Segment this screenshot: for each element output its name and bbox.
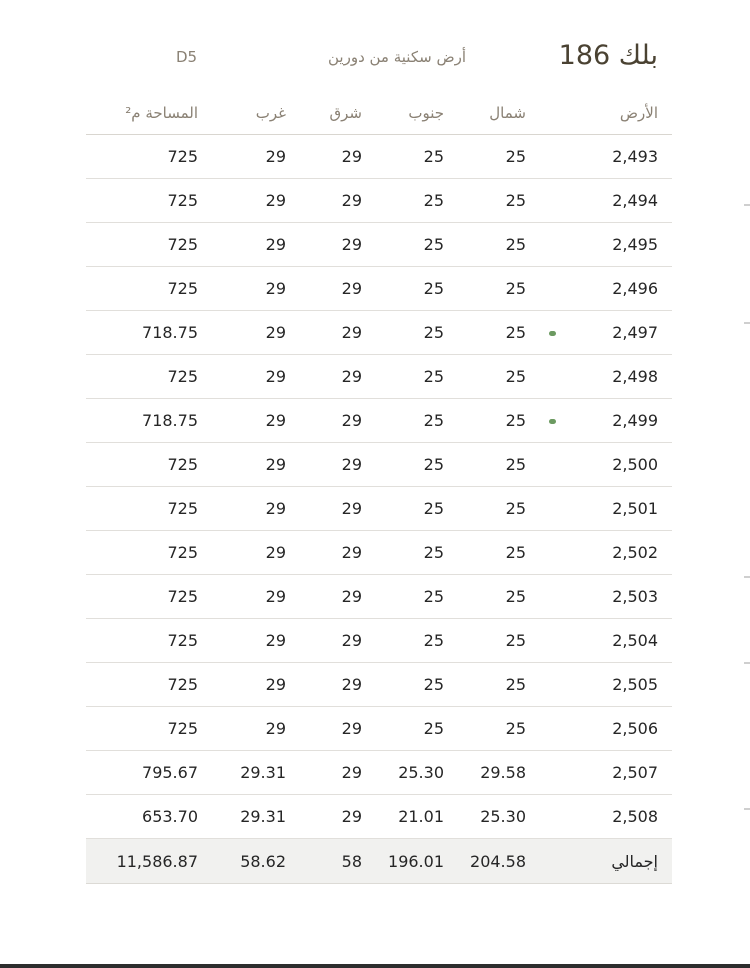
bottom-edge-bar [0,964,750,968]
cell-north: 25 [450,443,532,487]
edge-mark [744,204,750,206]
cell-status [532,311,572,355]
cell-status [532,707,572,751]
cell-status [532,267,572,311]
cell-east: 29 [286,311,368,355]
edge-mark [744,576,750,578]
cell-west: 29 [198,575,286,619]
column-header-north: شمال [450,92,532,135]
cell-south: 25 [368,179,450,223]
plots-table-body [86,135,672,839]
cell-south: 25 [368,355,450,399]
cell-north: 25 [450,223,532,267]
cell-east: 29 [286,399,368,443]
edge-mark [744,808,750,810]
table-row [86,619,672,663]
cell-east: 29 [286,531,368,575]
cell-west: 29 [198,443,286,487]
cell-area: 725 [86,223,198,267]
cell-land: 2,494 [572,179,672,223]
cell-status [532,399,572,443]
cell-north: 25 [450,619,532,663]
cell-south: 25 [368,707,450,751]
table-row [86,311,672,355]
cell-west: 29 [198,531,286,575]
cell-west: 29.31 [198,751,286,795]
cell-east: 29 [286,443,368,487]
cell-west: 29.31 [198,795,286,839]
cell-land: 2,502 [572,531,672,575]
cell-area: 725 [86,575,198,619]
cell-west: 29 [198,619,286,663]
cell-status [532,443,572,487]
cell-west: 29 [198,135,286,179]
cell-area: 725 [86,443,198,487]
cell-north: 25 [450,135,532,179]
table-row [86,223,672,267]
cell-east: 29 [286,487,368,531]
cell-north: 25 [450,707,532,751]
cell-south: 25 [368,135,450,179]
total-label: إجمالي [572,839,672,884]
total-area: 11,586.87 [86,839,198,884]
cell-west: 29 [198,399,286,443]
edge-mark [744,322,750,324]
cell-land: 2,508 [572,795,672,839]
cell-status [532,179,572,223]
cell-south: 21.01 [368,795,450,839]
table-row [86,443,672,487]
cell-west: 29 [198,311,286,355]
cell-status [532,223,572,267]
cell-north: 25 [450,531,532,575]
total-west: 58.62 [198,839,286,884]
cell-land: 2,503 [572,575,672,619]
table-row [86,267,672,311]
table-row [86,399,672,443]
cell-area: 725 [86,707,198,751]
column-header-land: الأرض [572,92,672,135]
cell-north: 25 [450,663,532,707]
land-type-label: أرض سكنية من دورين [327,48,466,66]
column-header-west: غرب [198,92,286,135]
cell-status [532,795,572,839]
total-east: 58 [286,839,368,884]
cell-west: 29 [198,487,286,531]
cell-east: 29 [286,795,368,839]
cell-east: 29 [286,663,368,707]
cell-north: 29.58 [450,751,532,795]
cell-land: 2,497 [572,311,672,355]
table-row [86,575,672,619]
cell-east: 29 [286,179,368,223]
cell-area: 725 [86,663,198,707]
cell-land: 2,496 [572,267,672,311]
total-south: 196.01 [368,839,450,884]
cell-south: 25 [368,399,450,443]
total-row [86,839,672,884]
cell-east: 29 [286,223,368,267]
cell-status [532,663,572,707]
block-title: بلك 186 [558,40,658,71]
cell-north: 25 [450,355,532,399]
cell-east: 29 [286,707,368,751]
cell-west: 29 [198,179,286,223]
cell-land: 2,499 [572,399,672,443]
table-header-row [86,92,672,135]
cell-land: 2,507 [572,751,672,795]
total-spacer [532,839,572,884]
cell-land: 2,505 [572,663,672,707]
cell-area: 725 [86,267,198,311]
table-row [86,179,672,223]
cell-area: 718.75 [86,399,198,443]
cell-area: 725 [86,355,198,399]
cell-land: 2,504 [572,619,672,663]
cell-south: 25 [368,311,450,355]
edge-mark [744,662,750,664]
cell-east: 29 [286,355,368,399]
cell-east: 29 [286,751,368,795]
column-header-east: شرق [286,92,368,135]
cell-area: 725 [86,135,198,179]
cell-south: 25 [368,223,450,267]
block-header [86,38,672,80]
cell-west: 29 [198,663,286,707]
cell-west: 29 [198,355,286,399]
cell-status [532,751,572,795]
zone-code: D5 [176,48,198,66]
cell-area: 725 [86,619,198,663]
cell-north: 25 [450,179,532,223]
cell-north: 25.30 [450,795,532,839]
table-row [86,531,672,575]
cell-south: 25 [368,575,450,619]
status-dot-icon [549,419,556,424]
cell-east: 29 [286,575,368,619]
cell-land: 2,498 [572,355,672,399]
cell-north: 25 [450,311,532,355]
table-row [86,795,672,839]
table-row [86,355,672,399]
cell-south: 25 [368,531,450,575]
cell-north: 25 [450,399,532,443]
cell-north: 25 [450,267,532,311]
cell-south: 25 [368,487,450,531]
cell-land: 2,493 [572,135,672,179]
cell-status [532,135,572,179]
table-row [86,707,672,751]
cell-west: 29 [198,707,286,751]
cell-south: 25.30 [368,751,450,795]
cell-south: 25 [368,443,450,487]
total-north: 204.58 [450,839,532,884]
cell-west: 29 [198,223,286,267]
status-dot-icon [549,331,556,336]
column-header-spacer [532,92,572,135]
cell-north: 25 [450,487,532,531]
cell-area: 725 [86,487,198,531]
cell-land: 2,500 [572,443,672,487]
cell-land: 2,506 [572,707,672,751]
cell-land: 2,501 [572,487,672,531]
cell-area: 795.67 [86,751,198,795]
cell-south: 25 [368,663,450,707]
cell-area: 718.75 [86,311,198,355]
cell-land: 2,495 [572,223,672,267]
cell-east: 29 [286,267,368,311]
column-header-area: المساحة م² [86,92,198,135]
cell-north: 25 [450,575,532,619]
cell-status [532,355,572,399]
cell-status [532,619,572,663]
cell-area: 725 [86,531,198,575]
cell-west: 29 [198,267,286,311]
table-row [86,663,672,707]
cell-area: 725 [86,179,198,223]
plots-table [86,92,672,884]
cell-east: 29 [286,619,368,663]
cell-south: 25 [368,267,450,311]
table-row [86,135,672,179]
cell-status [532,487,572,531]
cell-east: 29 [286,135,368,179]
column-header-south: جنوب [368,92,450,135]
cell-status [532,531,572,575]
table-row [86,751,672,795]
table-row [86,487,672,531]
cell-south: 25 [368,619,450,663]
cell-area: 653.70 [86,795,198,839]
cell-status [532,575,572,619]
